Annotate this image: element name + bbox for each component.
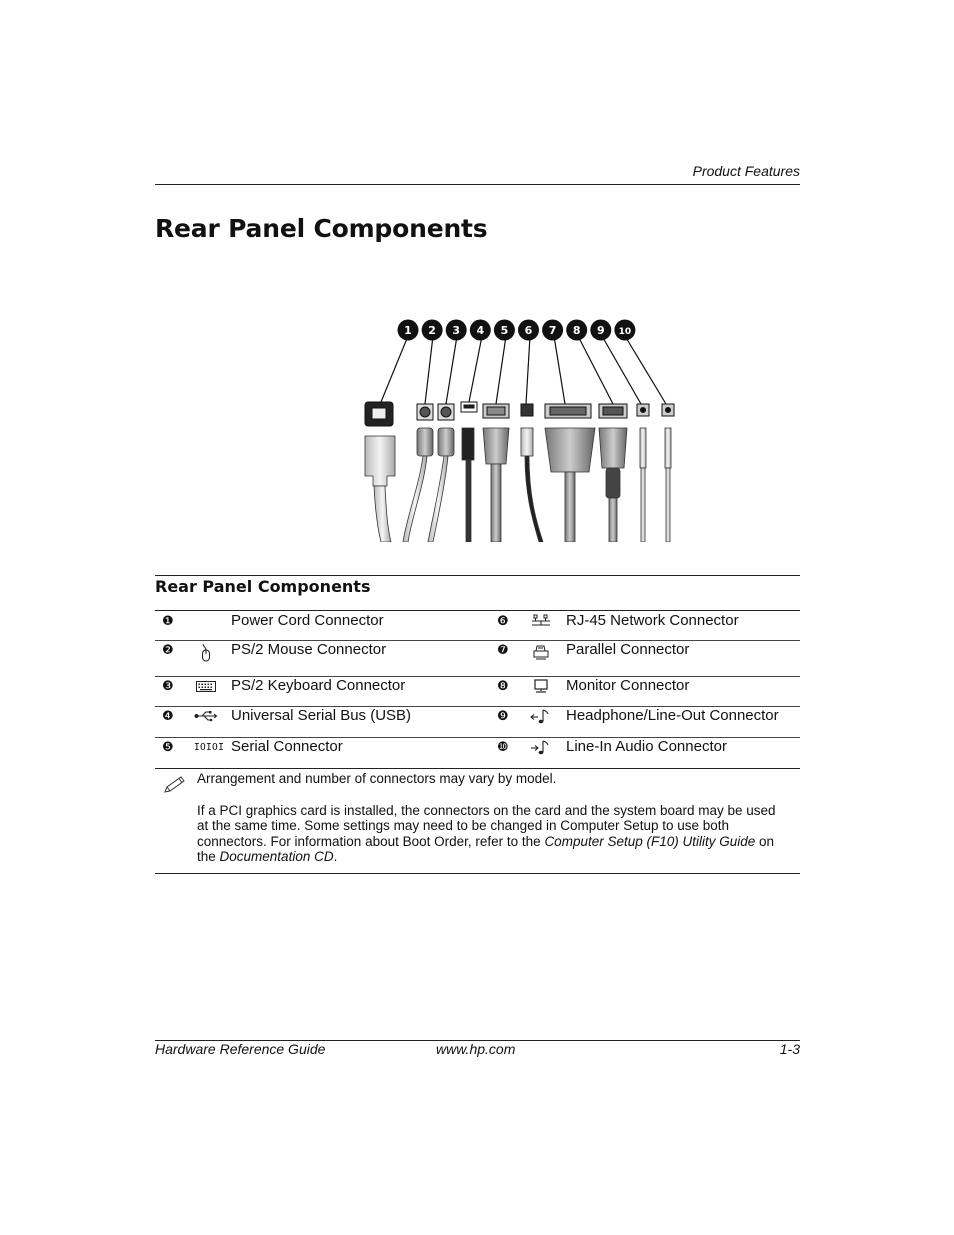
note-doc-title: Computer Setup (F10) Utility Guide	[544, 833, 756, 849]
note	[197, 771, 797, 865]
mouse-icon	[194, 644, 218, 662]
serial-icon-text: IOIOI	[194, 742, 225, 753]
table-row	[155, 737, 800, 768]
serial-icon	[194, 738, 225, 756]
power-cord-icon	[194, 612, 218, 630]
table-title: Rear Panel Components	[155, 577, 371, 596]
table-row	[155, 676, 800, 707]
connector-label: Serial Connector	[231, 738, 343, 755]
callout-number: ❶	[162, 614, 174, 629]
connector-label: RJ-45 Network Connector	[566, 612, 739, 629]
callout-number-1: 1	[404, 324, 412, 337]
pencil-icon	[162, 775, 188, 795]
table-row	[155, 706, 800, 738]
keyboard-icon	[194, 677, 218, 695]
connector-label: Universal Serial Bus (USB)	[231, 707, 412, 724]
connector-label: Line-In Audio Connector	[566, 738, 727, 755]
callout-number-8: 8	[572, 324, 581, 337]
note-cd-title: Documentation CD	[219, 849, 334, 864]
connector-label: Power Cord Connector	[231, 612, 384, 629]
footer-guide-title: Hardware Reference Guide	[155, 1041, 326, 1057]
headphone-out-icon	[529, 707, 553, 725]
monitor-icon	[529, 677, 553, 695]
header-rule	[155, 184, 800, 185]
note-text-1: If a PCI graphics card is installed, the connectors on the card and the system board may be used at the same time. Some settings may need to be changed in Computer Setup to use both connectors. For information about Boot Order, refer to the	[197, 802, 776, 849]
table-row	[155, 640, 800, 677]
callout-number-4: 4	[476, 324, 485, 337]
table-row	[155, 611, 800, 641]
note-text-3: .	[333, 849, 338, 864]
callout-number-6: 6	[524, 324, 533, 337]
connector-label: Parallel Connector	[566, 641, 690, 658]
callout-number: ❻	[497, 614, 509, 629]
callout-number: ❸	[162, 679, 174, 694]
connector-label: PS/2 Mouse Connector	[231, 641, 387, 658]
connector-label: Monitor Connector	[566, 677, 690, 694]
rear-panel-illustration	[345, 316, 685, 542]
printer-icon	[529, 644, 553, 662]
callout-number: ❺	[162, 740, 174, 755]
page-title: Rear Panel Components	[155, 214, 488, 243]
callout-number-7: 7	[548, 324, 557, 337]
callout-number: ❷	[162, 643, 174, 658]
note-bottom-rule	[155, 873, 800, 874]
connector-label: PS/2 Keyboard Connector	[231, 677, 406, 694]
callout-number: ❾	[497, 709, 509, 724]
table-top-rule	[155, 575, 800, 576]
callout-number: ❽	[497, 679, 509, 694]
line-in-icon	[529, 738, 553, 756]
callout-number: ❼	[497, 643, 509, 658]
callout-group	[398, 320, 636, 341]
footer-page-number: 1-3	[779, 1041, 800, 1057]
note-text-2: on the	[197, 833, 775, 864]
callout-number-9: 9	[596, 324, 605, 337]
callout-number: ❹	[162, 709, 174, 724]
connector-label: Headphone/Line-Out Connector	[566, 707, 779, 724]
table-bottom-rule	[155, 768, 800, 769]
network-icon	[529, 612, 553, 630]
callout-number-3: 3	[452, 324, 461, 337]
usb-icon	[194, 707, 218, 725]
running-head: Product Features	[692, 163, 800, 179]
callout-number: ❿	[497, 740, 509, 755]
callout-number-5: 5	[500, 324, 509, 337]
callout-number-2: 2	[428, 324, 436, 337]
note-line-1: Arrangement and number of connectors may vary by model.	[197, 771, 557, 786]
note-paragraph-2	[197, 803, 777, 865]
footer-url: www.hp.com	[436, 1041, 516, 1057]
callout-number-10: 10	[618, 327, 632, 337]
